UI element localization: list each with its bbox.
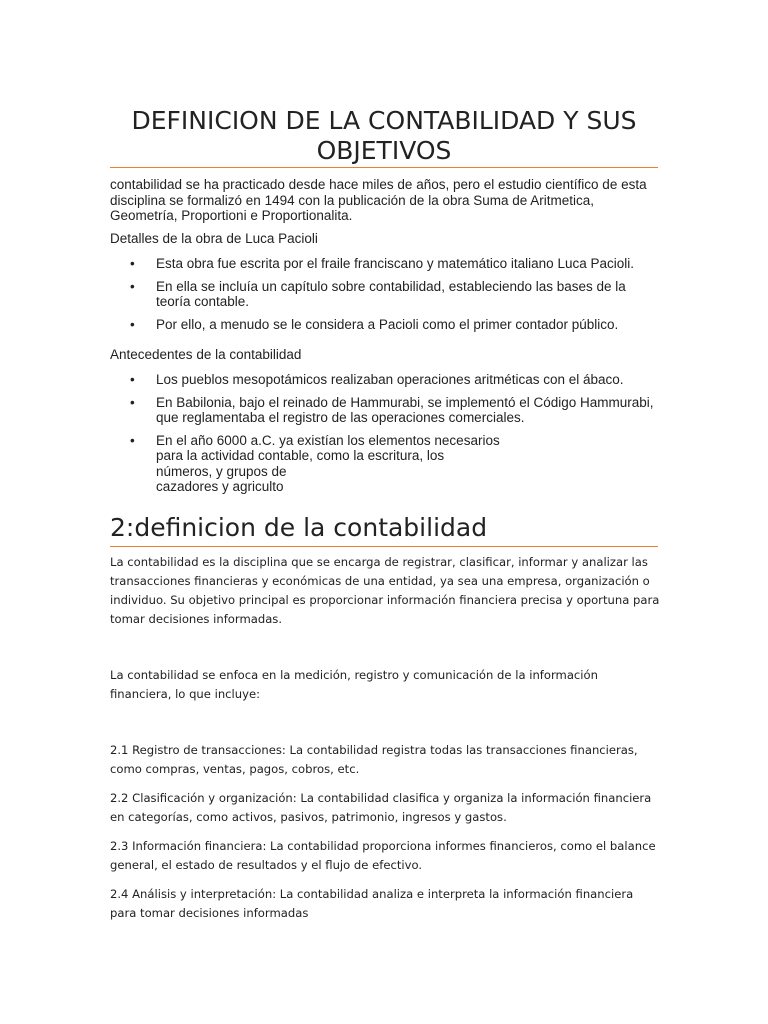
section2-item-4: 2.4 Análisis y interpretación: La contabilidad analiza e interpreta la información financiera para tomar decisiones informadas <box>110 887 634 920</box>
intro-paragraph: contabilidad se ha practicado desde hace miles de años, pero el estudio científico de esta disciplina se formalizó en 1494 con la publicación de la obra Suma de Aritmetica, Geometría, Proportioni e Proportionalita. <box>110 177 647 223</box>
list-item: • Los pueblos mesopotámicos realizaban operaciones aritméticas con el ábaco. <box>130 372 624 387</box>
list-item: • Esta obra fue escrita por el fraile franciscano y matemático italiano Luca Pacioli. <box>130 256 634 271</box>
pacioli-heading: Detalles de la obra de Luca Pacioli <box>110 231 318 246</box>
section2-item-1: 2.1 Registro de transacciones: La contabilidad registra todas las transacciones financieras, como compras, ventas, pagos, cobros, etc. <box>110 743 638 776</box>
bullet-icon: • <box>130 278 135 294</box>
pacioli-list <box>110 256 658 332</box>
section2-item-3: 2.3 Información financiera: La contabilidad proporciona informes financieros, como el balance general, el estado de resultados y el flujo de efectivo. <box>110 839 656 872</box>
list-item: • En el año 6000 a.C. ya existían los elementos necesarios para la actividad contable, como la escritura, los números, y grupos de cazadores y agriculto <box>130 432 500 494</box>
bullet-icon: • <box>130 256 135 271</box>
antecedentes-heading: Antecedentes de la contabilidad <box>110 347 302 362</box>
bullet-icon: • <box>130 316 135 332</box>
section2-heading: 2:definicion de la contabilidad <box>110 513 488 542</box>
section2-paragraph-2: La contabilidad se enfoca en la medición, registro y comunicación de la información financiera, lo que incluye: <box>110 668 598 701</box>
bullet-icon: • <box>130 372 135 387</box>
bullet-icon: • <box>130 432 135 448</box>
bullet-icon: • <box>130 394 135 410</box>
list-item: • Por ello, a menudo se le considera a Pacioli como el primer contador público. <box>130 316 619 332</box>
list-item: • En Babilonia, bajo el reinado de Hammurabi, se implementó el Código Hammurabi, que reglamentaba el registro de las operaciones comerciales. <box>130 394 654 425</box>
antecedentes-list <box>110 372 658 495</box>
page-title: DEFINICION DE LA CONTABILIDAD Y SUS OBJETIVOS <box>131 106 637 165</box>
section2-paragraph-1: La contabilidad es la disciplina que se encarga de registrar, clasificar, informar y analizar las transacciones financieras y económicas de una entidad, ya sea una empresa, organización o individuo. Su objetivo principal es proporcionar información financiera precisa y oportuna para tomar decisiones informadas. <box>110 555 660 626</box>
section2-underline <box>110 546 658 547</box>
list-item: • En ella se incluía un capítulo sobre contabilidad, estableciendo las bases de la teoría contable. <box>130 278 626 309</box>
title-underline <box>110 167 658 168</box>
section2-item-2: 2.2 Clasificación y organización: La contabilidad clasifica y organiza la información financiera en categorías, como activos, pasivos, patrimonio, ingresos y gastos. <box>110 791 652 824</box>
